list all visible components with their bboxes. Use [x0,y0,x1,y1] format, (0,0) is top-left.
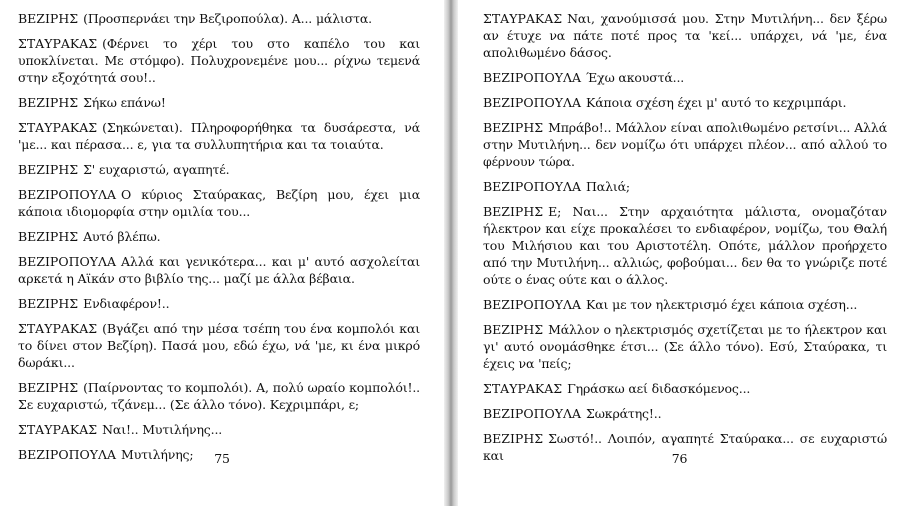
dialogue-text: Σωστό!.. Λοιπόν, αγαπητέ Σταύρακα... σε ευχαριστώ και [483,431,887,463]
dialogue-line [18,379,420,413]
dialogue-text: (Προσπερνάει την Βεζιροπούλα). Α... μάλιστα. [83,11,372,26]
speaker-name: ΒΕΖΙΡΗΣ [18,229,79,244]
dialogue-text: Μάλλον ο ηλεκτρισμός σχετίζεται με το ήλεκτρον και γι' αυτό ονομάσθηκε έτσι... (Σε άλλο τόνο). Εσύ, Σταύρακα, τι έχεις να 'πείς; [483,322,887,371]
speaker-name: ΣΤΑΥΡΑΚΑΣ [18,120,98,135]
speaker-name: ΒΕΖΙΡΟΠΟΥΛΑ [483,95,582,110]
dialogue-text: Ενδιαφέρον!.. [83,296,170,311]
right-page [458,0,901,506]
dialogue-line [483,94,887,111]
dialogue-text: Ναι, χανούμισσά μου. Στην Μυτιλήνη... δεν ξέρω αν έτυχε να πάτε ποτέ προς τα 'κεί... υπάρχει, νά 'με, ένα απολιθωμένο δάσος. [483,11,887,60]
speaker-name: ΒΕΖΙΡΟΠΟΥΛΑ [483,297,582,312]
dialogue-text: Γηράσκω αεί διδασκόμενος... [567,381,751,396]
dialogue-text: Αυτό βλέπω. [83,229,161,244]
dialogue-text: (Παίρνοντας το κομπολόι). Α, πολύ ωραίο κομπολόι!.. Σε ευχαριστώ, τζάνεμ... (Σε άλλο τόνο). Κεχριμπάρι, ε; [18,380,420,412]
dialogue-line [483,321,887,372]
speaker-name: ΣΤΑΥΡΑΚΑΣ [18,422,98,437]
dialogue-line [18,94,420,111]
speaker-name: ΒΕΖΙΡΗΣ [18,11,79,26]
speaker-name: ΣΤΑΥΡΑΚΑΣ [18,321,98,336]
dialogue-line [18,161,420,178]
speaker-name: ΒΕΖΙΡΗΣ [483,322,544,337]
book-gutter [444,0,458,506]
dialogue-text: Ο κύριος Σταύρακας, Βεζίρη μου, έχει μια κάποια ιδιομορφία στην ομιλία του... [18,187,420,219]
dialogue-text: Ε; Ναι... Στην αρχαιότητα μάλιστα, ονομαζόταν ήλεκτρον και είχε προκαλέσει το ενδιαφέρον, νομίζω, του Θαλή του Μιλήσιου και του Αριστοτέλη. Οπότε, μάλλον προήρχετο από την Μυτιλήνη... αλλιώς, φοβούμαι... δεν θα το γνώριζε ποτέ ούτε ο ένας ούτε και ο άλλος. [483,204,887,287]
dialogue-line [18,253,420,287]
left-page [0,0,444,506]
speaker-name: ΒΕΖΙΡΟΠΟΥΛΑ [483,406,582,421]
speaker-name: ΒΕΖΙΡΟΠΟΥΛΑ [483,179,582,194]
dialogue-line [18,35,420,86]
dialogue-line [18,320,420,371]
dialogue-line [483,119,887,170]
dialogue-text: (Φέρνει το χέρι του στο καπέλο του και υποκλίνεται. Με στόμφο). Πολυχρονεμένε μου... ρίχνω τεμενά στην εξοχότητά σου!.. [18,36,420,85]
speaker-name: ΣΤΑΥΡΑΚΑΣ [18,36,98,51]
speaker-name: ΒΕΖΙΡΗΣ [18,296,79,311]
speaker-name: ΒΕΖΙΡΗΣ [18,162,79,177]
speaker-name: ΒΕΖΙΡΗΣ [483,204,544,219]
speaker-name: ΒΕΖΙΡΗΣ [483,431,544,446]
dialogue-text: Ναι!.. Μυτιλήνης... [102,422,223,437]
dialogue-line [483,380,887,397]
dialogue-text: Κάποια σχέση έχει μ' αυτό το κεχριμπάρι. [586,95,847,110]
dialogue-line [483,296,887,313]
dialogue-text: Σ' ευχαριστώ, αγαπητέ. [83,162,230,177]
dialogue-text: (Σηκώνεται). Πληροφορήθηκα τα δυσάρεστα, νά 'με... και πέρασα... ε, για τα συλλυπητήρια και τα τοιαύτα. [18,120,420,152]
dialogue-text: Παλιά; [586,179,630,194]
dialogue-line [483,10,887,61]
speaker-name: ΒΕΖΙΡΟΠΟΥΛΑ [18,254,117,269]
dialogue-line [18,10,420,27]
dialogue-text: Και με τον ηλεκτρισμό έχει κάποια σχέση... [586,297,858,312]
dialogue-line [483,178,887,195]
dialogue-line [483,405,887,422]
dialogue-line [18,186,420,220]
speaker-name: ΣΤΑΥΡΑΚΑΣ [483,11,563,26]
page-number: 76 [671,451,688,466]
speaker-name: ΒΕΖΙΡΗΣ [483,120,544,135]
dialogue-line [18,295,420,312]
speaker-name: ΣΤΑΥΡΑΚΑΣ [483,381,563,396]
dialogue-line [483,203,887,288]
speaker-name: ΒΕΖΙΡΟΠΟΥΛΑ [18,447,117,462]
dialogue-line [18,421,420,438]
speaker-name: ΒΕΖΙΡΟΠΟΥΛΑ [18,187,117,202]
dialogue-text: Σωκράτης!.. [586,406,662,421]
dialogue-text: Μυτιλήνης; [121,447,194,462]
dialogue-line [18,228,420,245]
dialogue-text: (Βγάζει από την μέσα τσέπη του ένα κομπολόι και το δίνει στον Βεζίρη). Πασά μου, εδώ έχω, νά 'με, κι ένα μικρό δωράκι... [18,321,420,370]
dialogue-text: Αλλά και γενικότερα... και μ' αυτό ασχολείται αρκετά η Αϊκάν στο βιβλίο της... μαζί με άλλα βέβαια. [18,254,420,286]
dialogue-text: Έχω ακουστά... [586,70,685,85]
speaker-name: ΒΕΖΙΡΗΣ [18,380,79,395]
speaker-name: ΒΕΖΙΡΟΠΟΥΛΑ [483,70,582,85]
dialogue-text: Σήκω επάνω! [83,95,166,110]
speaker-name: ΒΕΖΙΡΗΣ [18,95,79,110]
dialogue-line [483,69,887,86]
dialogue-line [18,119,420,153]
dialogue-text: Μπράβο!.. Μάλλον είναι απολιθωμένο ρετσίνι... Αλλά στην Μυτιλήνη... δεν νομίζω ότι υπάρχει πλέον... από αλλού το φέρνουν τώρα. [483,120,887,169]
page-number: 75 [214,451,230,466]
